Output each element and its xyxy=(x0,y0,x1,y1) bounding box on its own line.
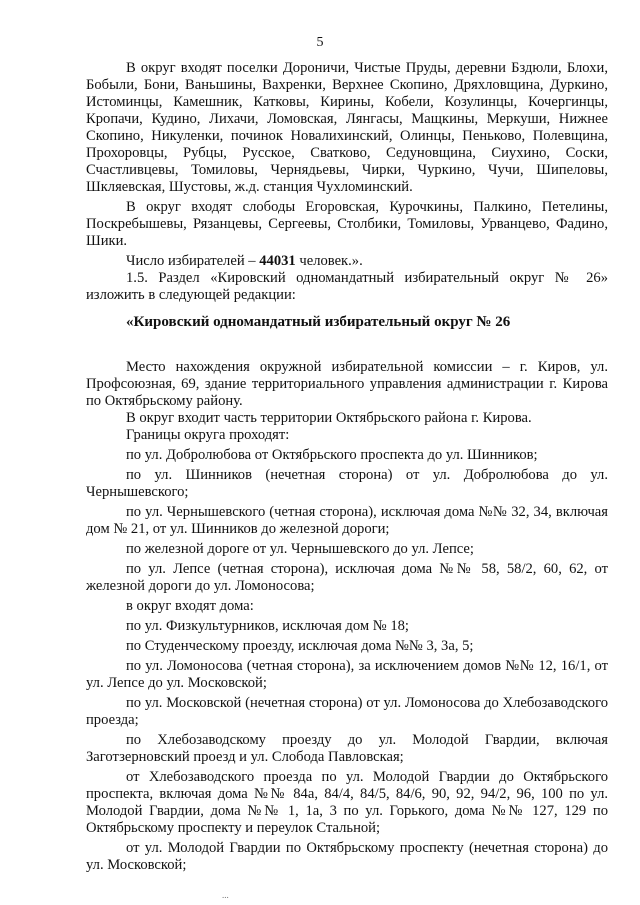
house-item: от ул. Молодой Гвардии по Октябрьскому проспекту (нечетная сторона) до ул. Московской; xyxy=(86,840,608,873)
voters-count: 44031 xyxy=(259,253,296,269)
house-item: по ул. Физкультурников, исключая дом № 18; xyxy=(126,618,409,634)
footer-mark: ... xyxy=(222,890,229,900)
house-item: по ул. Ломоносова (четная сторона), за исключением домов №№ 12, 16/1, от ул. Лепсе до ул. Московской; xyxy=(86,658,608,691)
district-heading: «Кировский одномандатный избирательный округ № 26 xyxy=(126,314,511,330)
voters-label: Число избирателей – xyxy=(126,253,256,269)
house-item: по ул. Московской (нечетная сторона) от ул. Ломоносова до Хлебозаводского проезда; xyxy=(86,695,608,728)
house-item: по Студенческому проезду, исключая дома №№ 3, 3а, 5; xyxy=(126,638,474,654)
document-body xyxy=(86,60,608,874)
houses-title: в округ входят дома: xyxy=(126,598,254,614)
villages-paragraph: В округ входят поселки Дороничи, Чистые Пруды, деревни Бздюли, Блохи, Бобыли, Бони, Ваньшины, Вахренки, Верхнее Скопино, Дряхловщина, Дуркино, Истоминцы, Камешник, Катковы, Кирины, Кобели, Козулинцы, Кочергинцы, Кропачи, Кудино, Лихачи, Ломовская, Лянгасы, Мащкины, Меркуши, Нижнее Скопино, Никуленки, починок Новалихинский, Олинцы, Пеньково, Полевщина, Прохоровцы, Рубцы, Русское, Сватково, Седуновщина, Сиухино, Соски, Счастливцевы, Томиловы, Чернядьевы, Чирки, Чуркино, Чучи, Шипеловы, Шкляевская, Шустовы, ж.д. станция Чухломинский. xyxy=(86,60,608,195)
boundary-item: по железной дороге от ул. Чернышевского до ул. Лепсе; xyxy=(126,541,474,557)
boundary-item: по ул. Шинников (нечетная сторона) от ул. Добролюбова до ул. Чернышевского; xyxy=(86,467,608,500)
voters-count-line xyxy=(86,253,608,270)
house-item: по Хлебозаводскому проезду до ул. Молодой Гвардии, включая Заготзерновский проезд и ул. Слобода Павловская; xyxy=(86,732,608,765)
boundary-item: по ул. Чернышевского (четная сторона), исключая дома №№ 32, 34, включая дом № 21, от ул. Шинников до железной дороги; xyxy=(86,504,608,537)
boundary-item: по ул. Добролюбова от Октябрьского проспекта до ул. Шинников; xyxy=(126,447,538,463)
commission-location: Место нахождения окружной избирательной комиссии – г. Киров, ул. Профсоюзная, 69, здание территориального управления администрации г. Кирова по Октябрьскому району. xyxy=(86,359,608,409)
house-item: от Хлебозаводского проезда по ул. Молодой Гвардии до Октябрьского проспекта, включая дома №№ 84а, 84/4, 84/5, 84/6, 90, 92, 94/2, 96, 100 по ул. Молодой Гвардии, дома №№ 1, 1а, 3 по ул. Горького, дома №№ 127, 129 по Октябрьскому проспекту и переулок Стальной; xyxy=(86,769,608,836)
boundary-item: по ул. Лепсе (четная сторона), исключая дома №№ 58, 58/2, 60, 62, от железной дороги до ул. Ломоносова; xyxy=(86,561,608,594)
settlements-paragraph: В округ входят слободы Егоровская, Курочкины, Палкино, Петелины, Поскребышевы, Рязанцевы, Сергеевы, Столбики, Томиловы, Урванцево, Фадино, Шики. xyxy=(86,199,608,249)
page-number: 5 xyxy=(316,35,324,50)
territory-line: В округ входит часть территории Октябрьского района г. Кирова. xyxy=(126,410,532,426)
section-instruction: 1.5. Раздел «Кировский одномандатный избирательный округ № 26» изложить в следующей редакции: xyxy=(86,270,608,303)
voters-suffix: человек.». xyxy=(299,253,363,269)
boundaries-title: Границы округа проходят: xyxy=(126,427,290,443)
